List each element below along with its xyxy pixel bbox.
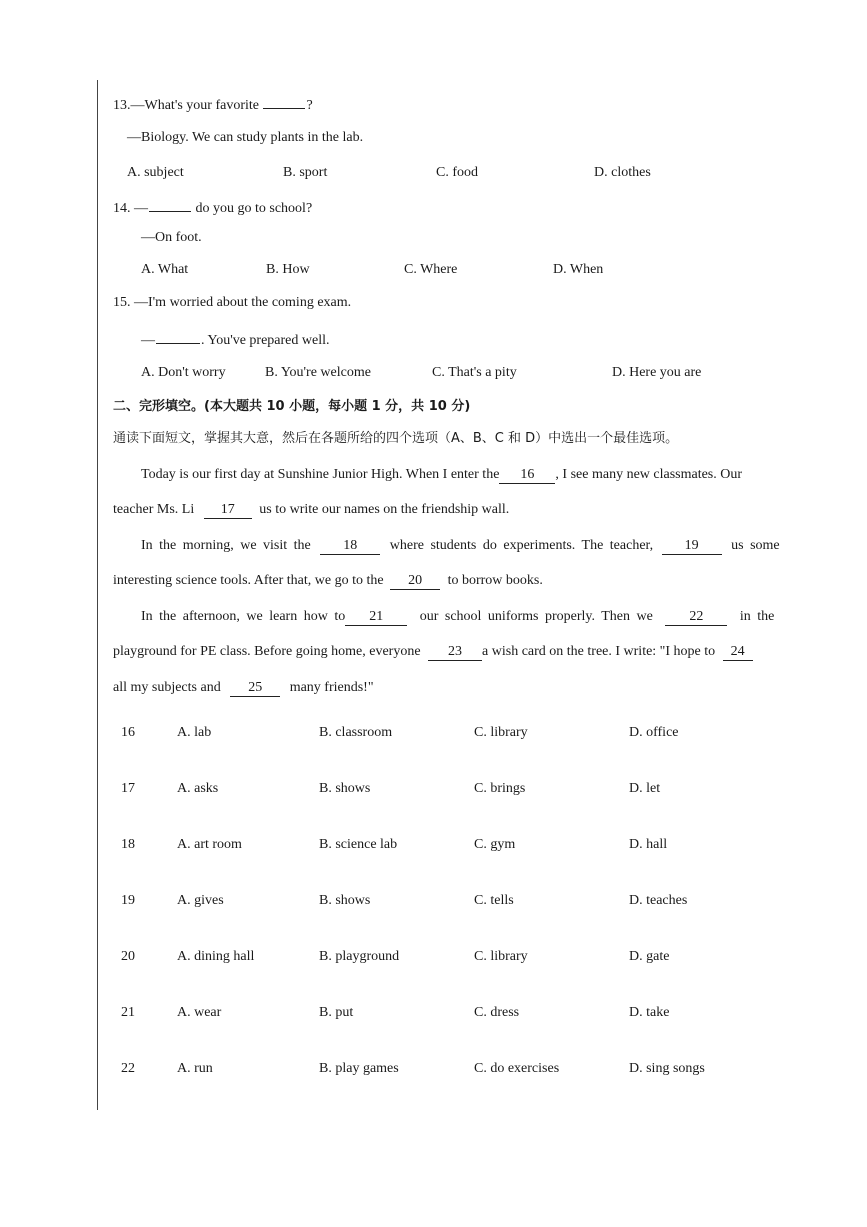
choice-number: 18	[121, 837, 135, 852]
q13-option-b: B. sport	[283, 165, 328, 180]
choice-c: C. brings	[474, 781, 526, 796]
choice-a: A. wear	[177, 1005, 222, 1020]
choice-b: B. playground	[319, 949, 400, 964]
choice-c: C. do exercises	[474, 1061, 560, 1076]
passage-line-2: teacher Ms. Li 17 us to write our names on the friendship wall.	[113, 502, 510, 517]
q14-reply: —On foot.	[141, 230, 202, 245]
q13-option-d: D. clothes	[594, 165, 651, 180]
choice-number: 19	[121, 893, 135, 908]
q13-blank	[263, 94, 305, 109]
blank-25: 25	[230, 680, 280, 697]
blank-22: 22	[665, 609, 727, 626]
choice-d: D. sing songs	[629, 1061, 705, 1076]
choice-b: B. shows	[319, 893, 371, 908]
blank-21: 21	[345, 609, 407, 626]
passage-line-5: In the afternoon, we learn how to 21 our school uniforms properly. Then we 22 in the	[141, 609, 775, 624]
blank-23: 23	[428, 644, 482, 661]
blank-16: 16	[499, 467, 555, 484]
choice-number: 20	[121, 949, 135, 964]
choice-b: B. put	[319, 1005, 354, 1020]
q15-option-b: B. You're welcome	[265, 365, 371, 380]
choice-b: B. play games	[319, 1061, 399, 1076]
choice-c: C. library	[474, 949, 528, 964]
choice-number: 17	[121, 781, 135, 796]
choice-c: C. gym	[474, 837, 516, 852]
blank-18: 18	[320, 538, 380, 555]
q13-option-c: C. food	[436, 165, 478, 180]
q14-option-a: A. What	[141, 262, 189, 277]
q15-option-a: A. Don't worry	[141, 365, 226, 380]
choice-a: A. art room	[177, 837, 242, 852]
blank-17: 17	[204, 502, 252, 519]
choice-d: D. office	[629, 725, 679, 740]
section2-title: 二、完形填空。(本大题共 10 小题，每小题 1 分，共 10 分)	[113, 399, 471, 414]
passage-line-1: Today is our first day at Sunshine Junior High. When I enter the 16 , I see many new classmates. Our	[141, 467, 743, 482]
q15-option-c: C. That's a pity	[432, 365, 517, 380]
q14-blank	[149, 197, 191, 212]
choice-d: D. teaches	[629, 893, 688, 908]
choice-c: C. tells	[474, 893, 514, 908]
q13-stem: 13.—What's your favorite ?	[113, 94, 313, 115]
blank-24: 24	[723, 644, 753, 661]
choice-d: D. let	[629, 781, 661, 796]
choice-a: A. gives	[177, 893, 224, 908]
q14-option-c: C. Where	[404, 262, 458, 277]
choice-d: D. take	[629, 1005, 670, 1020]
choice-number: 22	[121, 1061, 135, 1076]
margin-line	[97, 80, 98, 1110]
choice-number: 16	[121, 725, 135, 740]
passage-line-3: In the morning, we visit the 18 where students do experiments. The teacher, 19 us some	[141, 538, 780, 553]
q14-stem: 14. — do you go to school?	[113, 197, 312, 218]
choice-d: D. hall	[629, 837, 668, 852]
q15-reply: — . You've prepared well.	[141, 329, 330, 350]
choice-d: D. gate	[629, 949, 670, 964]
choice-a: A. lab	[177, 725, 212, 740]
choice-b: B. classroom	[319, 725, 393, 740]
choice-b: B. shows	[319, 781, 371, 796]
choice-a: A. dining hall	[177, 949, 255, 964]
choice-b: B. science lab	[319, 837, 398, 852]
passage-line-6: playground for PE class. Before going home, everyone 23 a wish card on the tree. I write: "I hope to 24	[113, 643, 753, 661]
q13-reply: —Biology. We can study plants in the lab.	[127, 130, 364, 145]
section2-instruction: 通读下面短文，掌握其大意，然后在各题所给的四个选项（A、B、C 和 D）中选出一个最佳选项。	[113, 431, 679, 446]
passage-line-4: interesting science tools. After that, we go to the 20 to borrow books.	[113, 573, 543, 588]
passage-line-7: all my subjects and 25 many friends!"	[113, 680, 374, 695]
choice-c: C. library	[474, 725, 528, 740]
q14-option-b: B. How	[266, 262, 310, 277]
choice-number: 21	[121, 1005, 135, 1020]
blank-20: 20	[390, 573, 440, 590]
choice-c: C. dress	[474, 1005, 520, 1020]
choice-a: A. run	[177, 1061, 213, 1076]
q13-option-a: A. subject	[127, 165, 184, 180]
q15-blank	[156, 329, 200, 344]
choice-a: A. asks	[177, 781, 219, 796]
q15-option-d: D. Here you are	[612, 365, 702, 380]
q15-stem: 15. —I'm worried about the coming exam.	[113, 295, 352, 310]
q14-option-d: D. When	[553, 262, 604, 277]
blank-19: 19	[662, 538, 722, 555]
